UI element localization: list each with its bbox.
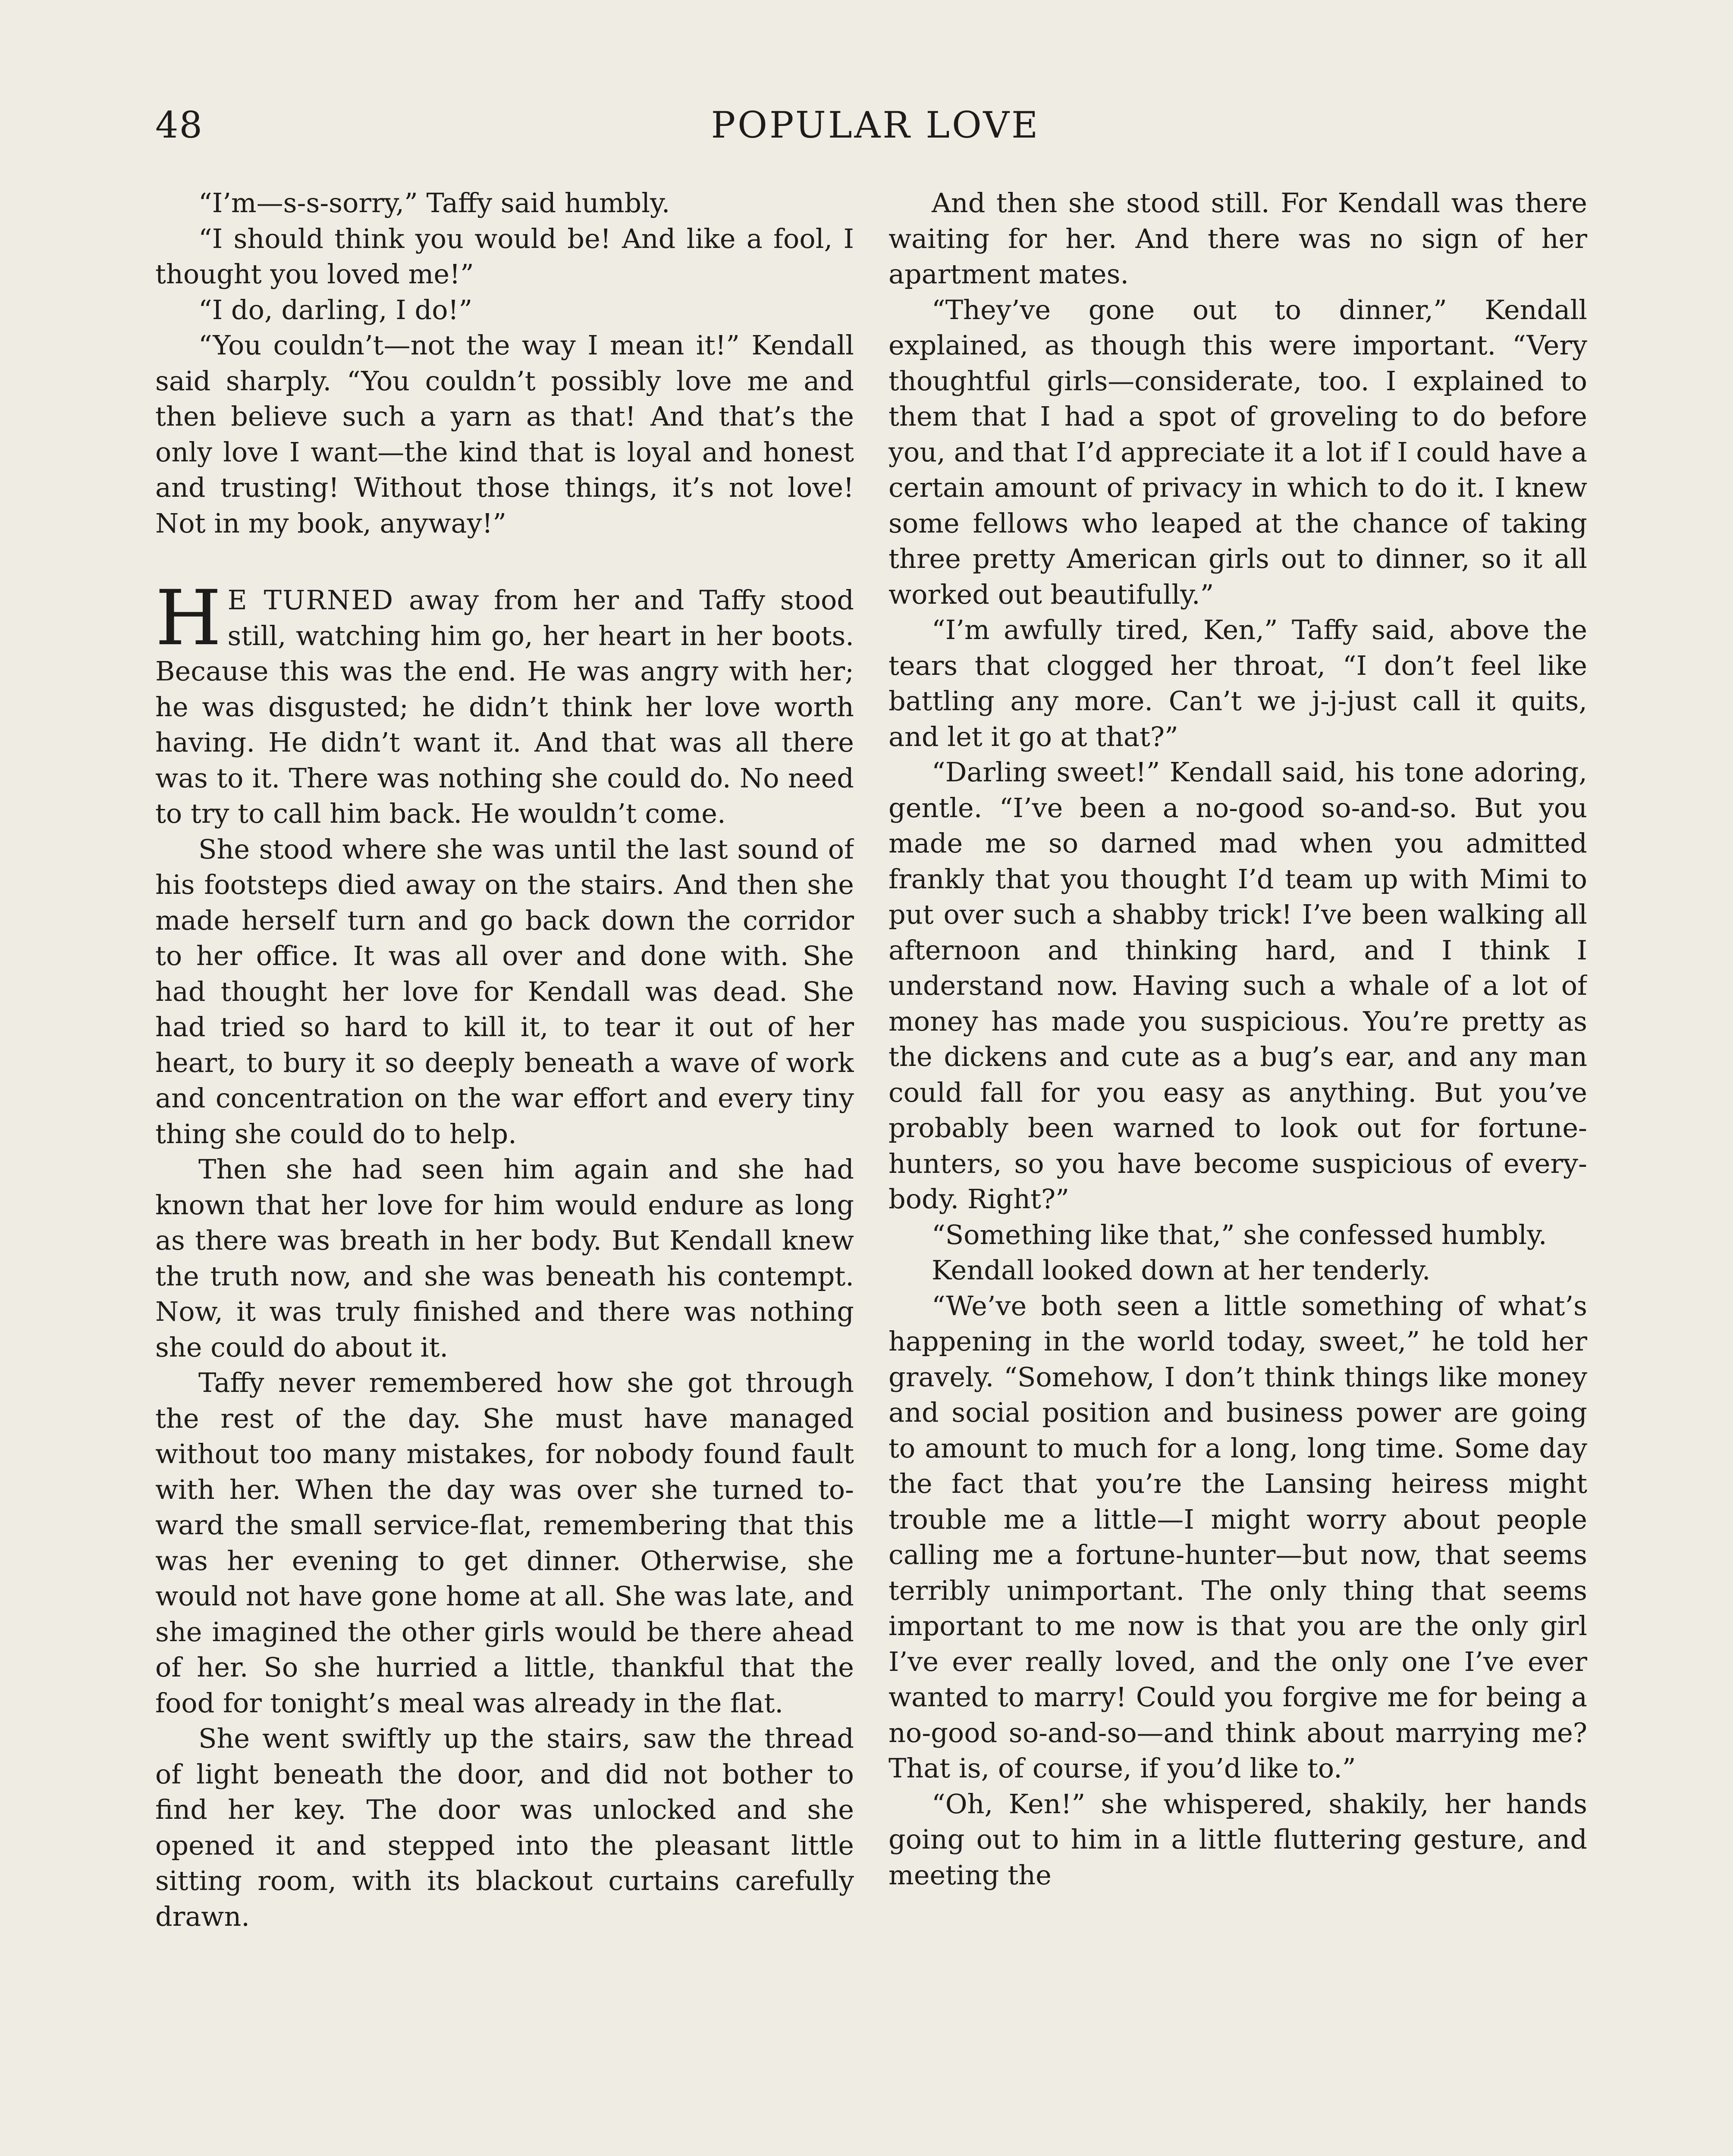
page-header	[155, 97, 1596, 157]
drop-cap-lead-in: E TURNED	[227, 584, 394, 616]
paragraph: “You couldn’t—not the way I mean it!” Kendall said sharply. “You couldn’t possibly love me and then believe such a yarn as that! And that’s the only love I want—the kind that is loyal and honest and trusting! Without those things, it’s not love! Not in my book, anyway!”	[155, 329, 854, 539]
paragraph: Taffy never remembered how she got through the rest of the day. She must have managed without too many mistakes, for nobody found fault with her. When the day was over she turned toward the small service-flat, remembering that this was her evening to get dinner. Otherwise, she would not have gone home at all. She was late, and she imagined the other girls would be there ahead of her. So she hurried a little, thankful that the food for tonight’s meal was already in the flat.	[155, 1367, 854, 1719]
paragraph: “I should think you would be! And like a fool, I thought you loved me!”	[155, 222, 854, 290]
paragraph: “Something like that,” she confessed humbly.	[932, 1219, 1547, 1250]
running-title: POPULAR LOVE	[711, 104, 1040, 146]
right-column	[888, 185, 1587, 2156]
drop-cap: H	[155, 574, 222, 662]
left-column	[155, 185, 854, 2156]
paragraph: “I’m—s-s-sorry,” Taffy said humbly.	[198, 187, 670, 219]
paragraph: “Darling sweet!” Kendall said, his tone adoring, gentle. “I’ve been a no-good so-and-so. But you made me so darned mad when you admitted frankly that you thought I’d team up with Mimi to put over such a shabby trick! I’ve been walking all afternoon and thinking hard, and I think I understand now. Having such a whale of a lot of money has made you suspicious. You’re pretty as the dickens and cute as a bug’s ear, and any man could fall for you easy as anything. But you’ve probably been warned to look out for fortune-hunters, so you have become suspicious of everybody. Right?”	[888, 756, 1587, 1215]
page-number: 48	[155, 104, 203, 146]
paragraph: “Oh, Ken!” she whispered, shakily, her hands going out to him in a little fluttering gesture, and meeting the	[888, 1788, 1587, 1891]
paragraph: “I’m awfully tired, Ken,” Taffy said, above the tears that clogged her throat, “I don’t feel like battling any more. Can’t we j-j-just call it quits, and let it go at that?”	[888, 614, 1587, 752]
paragraph: Kendall looked down at her tenderly.	[932, 1254, 1431, 1286]
paragraph-text: away from her and Taffy stood still, watching him go, her heart in her boots. Because this was the end. He was angry with her; he was disgusted; he didn’t think her love worth having. He didn’t want it. And that was all there was to it. There was nothing she could do. No need to try to call him back. He wouldn’t come.	[155, 584, 854, 829]
paragraph: She went swiftly up the stairs, saw the thread of light beneath the door, and did not bother to find her key. The door was unlocked and she opened it and stepped into the pleasant little sitting room, with its blackout curtains carefully drawn.	[155, 1723, 854, 1932]
paragraph: “We’ve both seen a little something of what’s happening in the world today, sweet,” he told her gravely. “Somehow, I don’t think things like money and social position and business power are going to amount to much for a long, long time. Some day the fact that you’re the Lansing heiress might trouble me a little—I might worry about people calling me a fortune-hunter—but now, that seems terribly unimportant. The only thing that seems important to me now is that you are the only girl I’ve ever really loved, and the only one I’ve ever wanted to marry! Could you forgive me for being a no-good so-and-so—and think about marrying me? That is, of course, if you’d like to.”	[888, 1290, 1587, 1784]
paragraph: “I do, darling, I do!”	[198, 294, 473, 326]
paragraph: And then she stood still. For Kendall was there waiting for her. And there was no sign of her apartment mates.	[888, 187, 1587, 290]
paragraph: Then she had seen him again and she had known that her love for him would endure as long as there was breath in her body. But Kendall knew the truth now, and she was beneath his contempt. Now, it was truly finished and there was nothing she could do about it.	[155, 1153, 854, 1363]
paragraph: “They’ve gone out to dinner,” Kendall explained, as though this were important. “Very thoughtful girls—considerate, too. I explained to them that I had a spot of groveling to do before you, and that I’d appreciate it a lot if I could have a certain amount of privacy in which to do it. I knew some fellows who leaped at the chance of taking three pretty American girls out to dinner, so it all worked out beautifully.”	[888, 294, 1587, 610]
paragraph: She stood where she was until the last sound of his footsteps died away on the stairs. And then she made herself turn and go back down the corridor to her office. It was all over and done with. She had thought her love for Kendall was dead. She had tried so hard to kill it, to tear it out of her heart, to bury it so deeply beneath a wave of work and concentration on the war effort and every tiny thing she could do to help.	[155, 833, 854, 1150]
section-opening-paragraph	[155, 574, 854, 832]
